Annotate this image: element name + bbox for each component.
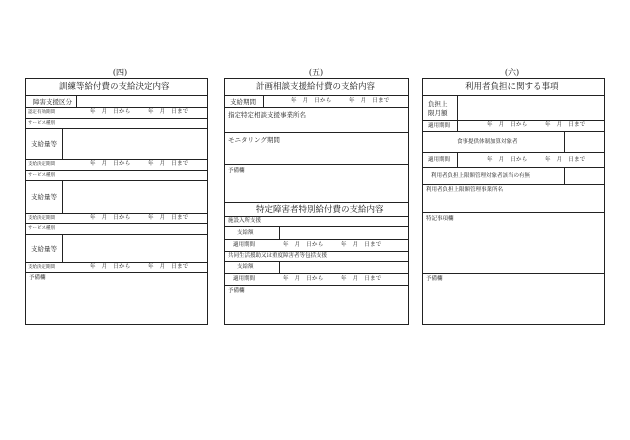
facility-row xyxy=(225,217,408,227)
remarks-label-2: 予備欄 xyxy=(228,288,245,294)
mgmt-office-label: 利用者負担上限額管理事業所名 xyxy=(426,187,504,193)
monitoring-row xyxy=(225,133,408,165)
panel-title-row xyxy=(26,79,207,96)
payment-amount-label: 支給額 xyxy=(237,230,254,236)
limit-label: 負担上限月額 xyxy=(428,100,448,118)
valid-period-row xyxy=(26,108,207,119)
service-type-label: サービス種別 xyxy=(28,226,55,231)
valid-period-dates: 年 月 日から 年 月 日まで xyxy=(90,109,189,115)
applicable-period-dates: 年 月 日から 年 月 日まで xyxy=(283,276,382,282)
group-home-label: 共同生活援助又は重度障害者等包括支援 xyxy=(228,253,328,259)
decision-period-row-1 xyxy=(26,160,207,171)
training-benefit-panel xyxy=(25,78,208,325)
decision-period-dates: 年 月 日から 年 月 日まで xyxy=(90,215,189,221)
special-title-row xyxy=(225,203,408,217)
service-type-row-3 xyxy=(26,224,207,235)
special-notes-label: 特記事項欄 xyxy=(426,216,454,222)
applicable-period-dates: 年 月 日から 年 月 日まで xyxy=(487,157,586,163)
provider-row xyxy=(225,108,408,133)
service-type-row-2 xyxy=(26,171,207,181)
valid-period-label: 認定有効期間 xyxy=(28,110,55,115)
panel-title: 計画相談支援給付費の支給内容 xyxy=(256,82,376,92)
panel-title-row xyxy=(423,79,604,96)
decision-period-label: 支給決定期間 xyxy=(28,162,55,167)
applicable-period-row-1 xyxy=(225,240,408,252)
payment-amount-row-1 xyxy=(225,227,408,240)
applicable-period-label: 適用期間 xyxy=(428,123,451,129)
payment-amount-row-2 xyxy=(225,262,408,274)
panel-title: 利用者負担に関する事項 xyxy=(465,82,559,92)
payment-amount-label: 支給額 xyxy=(237,264,254,270)
service-type-label: サービス種別 xyxy=(28,173,55,178)
mgmt-office-row xyxy=(423,185,604,213)
provider-label: 指定特定相談支援事業所名 xyxy=(228,111,306,119)
applicable-period-row-2 xyxy=(423,153,604,168)
supply-amount-row-2 xyxy=(26,181,207,214)
applicable-period-dates: 年 月 日から 年 月 日まで xyxy=(283,242,382,248)
decision-period-row-3 xyxy=(26,263,207,273)
special-notes-row xyxy=(423,213,604,274)
mgmt-target-label: 利用者負担上限額管理対象者該当の有無 xyxy=(431,173,531,179)
panel-title-row xyxy=(225,79,408,96)
decision-period-dates: 年 月 日から 年 月 日まで xyxy=(90,264,189,270)
meal-addition-label: 食事提供体制加算対象者 xyxy=(457,139,518,145)
applicable-period-label: 適用期間 xyxy=(233,242,256,248)
supply-amount-label: 支給量等 xyxy=(31,193,57,201)
decision-period-label: 支給決定期間 xyxy=(28,265,55,270)
supply-amount-label: 支給量等 xyxy=(31,140,57,148)
decision-period-label: 支給決定期間 xyxy=(28,216,55,221)
section-4-number: (四) xyxy=(112,68,128,77)
mgmt-target-row xyxy=(423,168,604,185)
monitoring-label: モニタリング期間 xyxy=(228,136,280,144)
remarks-row xyxy=(225,165,408,203)
payment-period-dates: 年 月 日から 年 月 日まで xyxy=(291,98,390,104)
payment-period-row xyxy=(225,96,408,108)
panel-title: 訓練等給付費の支給決定内容 xyxy=(59,82,170,92)
special-benefit-title: 特定障害者特別給付費の支給内容 xyxy=(256,205,384,215)
service-type-label: サービス種別 xyxy=(28,121,55,126)
remarks-label: 予備欄 xyxy=(29,275,46,281)
user-burden-panel xyxy=(422,78,605,325)
disability-class-label: 障害支援区分 xyxy=(33,98,72,106)
applicable-period-row-1 xyxy=(423,121,604,132)
remarks-label: 予備欄 xyxy=(228,168,245,174)
remarks-label: 予備欄 xyxy=(426,276,443,282)
limit-row xyxy=(423,96,604,121)
applicable-period-label: 適用期間 xyxy=(428,157,451,163)
plan-consultation-panel xyxy=(224,78,409,325)
decision-period-dates: 年 月 日から 年 月 日まで xyxy=(90,161,189,167)
applicable-period-dates: 年 月 日から 年 月 日まで xyxy=(487,122,586,128)
disability-class-row xyxy=(26,96,207,108)
applicable-period-row-2 xyxy=(225,274,408,286)
supply-amount-row-3 xyxy=(26,235,207,263)
supply-amount-row-1 xyxy=(26,129,207,160)
applicable-period-label: 適用期間 xyxy=(233,276,256,282)
decision-period-row-2 xyxy=(26,214,207,224)
section-5-number: (五) xyxy=(308,68,324,77)
service-type-row-1 xyxy=(26,119,207,129)
section-6-number: (六) xyxy=(504,68,520,77)
group-home-row xyxy=(225,252,408,262)
meal-addition-row xyxy=(423,132,604,153)
payment-period-label: 支給期間 xyxy=(230,98,256,106)
supply-amount-label: 支給量等 xyxy=(31,245,57,253)
facility-label: 施設入所支援 xyxy=(228,218,262,224)
